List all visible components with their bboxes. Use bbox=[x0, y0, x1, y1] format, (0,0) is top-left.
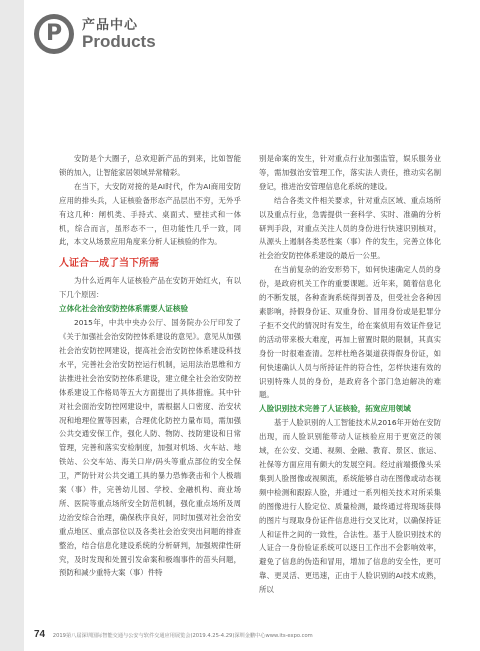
footer-text: 2019第八届深圳国际智能交通与公安与软件交通应用展览会(2019.4.25-4.29)深圳金鹏中心www.its-expo.com bbox=[52, 633, 313, 639]
paragraph: 别是命案的发生，针对重点行业加强监管，娱乐服务业等，需加强治安管理工作，落实法人责任，推动实名制登记，推进治安管理信息化系统的建设。 bbox=[259, 154, 441, 191]
paragraph: 在当下，大安防对接的是AI时代，作为AI商用安防应用的排头兵，人证核验备形态产品层出不穷，无外乎有这几种：闸机类、手持式、桌面式、壁挂式和一体机，综合而言，虽形态不一，但功能性几乎一致，同此，本文从场景应用角度来分析人证核验的作为。 bbox=[59, 181, 241, 247]
products-logo-icon bbox=[34, 14, 74, 54]
page-side-bar bbox=[0, 0, 24, 651]
paragraph: 基于人脸识别的人工智能技术从2016年开始在安防出现，而人脸识别能带动人证核验应用于更宽泛的领域，在公安、交通、视频、金融、教育、景区、旅运、社保等方面应用有颇大的发展空间。经过前端摄像头采集到人脸图像或视频流，系统能够自动在图像或动态视频中检测和跟踪人脸，并通过一系列相关技术对所采集的图像进行人脸定位、质量检测，最终通过将现场获得的图片与现取身份证件信息进行交叉比对，以确保持证人和证件之间的一致性，合法性。基于人脸识别技术的人证合一身份验证系统可以逐日工作出不会影响效率，避免了信息的伪造和冒用，增加了信息的安全性，更可靠、更灵活、更迅速，正由于人脸识别的AI技术成熟，所以 bbox=[259, 418, 441, 595]
section-subtitle: Products bbox=[82, 32, 156, 51]
paragraph: 安防是个大圈子，总欢迎新产品的到来，比如智能锁的加入，让智能家居领域异常精彩。 bbox=[59, 154, 241, 177]
logo-letter: P bbox=[39, 19, 69, 49]
section-heading: 人证合一成了当下所需 bbox=[59, 258, 159, 270]
left-column bbox=[59, 152, 241, 580]
section-header bbox=[34, 12, 234, 62]
paragraph: 2015年，中共中央办公厅、国务院办公厅印发了《关于加强社会治安防控体系建设的意见》。意见从加强社会治安防控网建设，提高社会治安防控体系建设科技水平，完善社会治安防控运行机制，运用法治思维和方法推进社会治安防控体系建设，建立健全社会治安防控体系建设工作格局等五大方面提出了具体措施。其中针对社会面治安防控网建设中，需根据人口密度、治安状况和地理位置等因素，合理优化防控力量布局，需加强公共交通安保工作，强化人防、物防、技防建设和日常管理，完善和落实安检制度，加强对机场、火车站、地铁站、公交车站、海关口岸/码头等重点部位的安全保卫，严防针对公共交通工具的暴力恐怖袭击和个人极端案（事）件，完善幼儿园、学校、金融机构、商业场所、医院等重点场所安全防范机制，强化重点场所及周边治安综合治理，确保秩序良好，同时加强对社会治安重点地区、重点部位以及各类社会治安突出问题的排查整治，结合信息化建设系统的分析研判，加强规律性研究，及时发现和处置引发命案和极端事件的苗头问题，预防和减少重特大案（事）件特 bbox=[59, 318, 241, 578]
right-column bbox=[259, 152, 441, 597]
subsection-heading: 人脸识别技术完善了人证核验，拓宽应用领域 bbox=[259, 404, 411, 414]
paragraph: 结合各类文件相关要求，针对重点区域、重点场所以及重点行业，急需提供一套科学、实时、准确的分析研判手段，对重点关注人员的身份进行快速识别核对，从源头上遏制各类恶性案（事）件的发生，完善立体化社会治安防控体系建设的最后一公里。 bbox=[259, 195, 441, 261]
page-number: 74 bbox=[34, 629, 46, 640]
section-title: 产品中心 bbox=[82, 18, 139, 33]
subsection-heading: 立体化社会治安防控体系需要人证核验 bbox=[59, 304, 189, 314]
paragraph: 为什么近两年人证核验产品在安防开始红火，有以下几个原因： bbox=[59, 276, 241, 300]
paragraph: 在当前复杂的治安形势下，如何快速确定人员的身份，是政府机关工作的重要课题。近年来，随着信息化的不断发展，各种查询系统得到普及，但受社会各种因素影响，持假身份证、双重身份、冒用身份或是犯罪分子拒不交代的情况时有发生，给在案侦用有效证件登记的活动带来极大难度，再加上留置时限的限制，其真实身份一时很难查清。怎样杜绝各渠道获得假身份证，如何快速确认人员与所持证件的符合性，怎样快速有效的识别特殊人员的身份，是政府各个部门急迫解决的难题。 bbox=[259, 265, 441, 400]
page-footer bbox=[34, 629, 454, 640]
